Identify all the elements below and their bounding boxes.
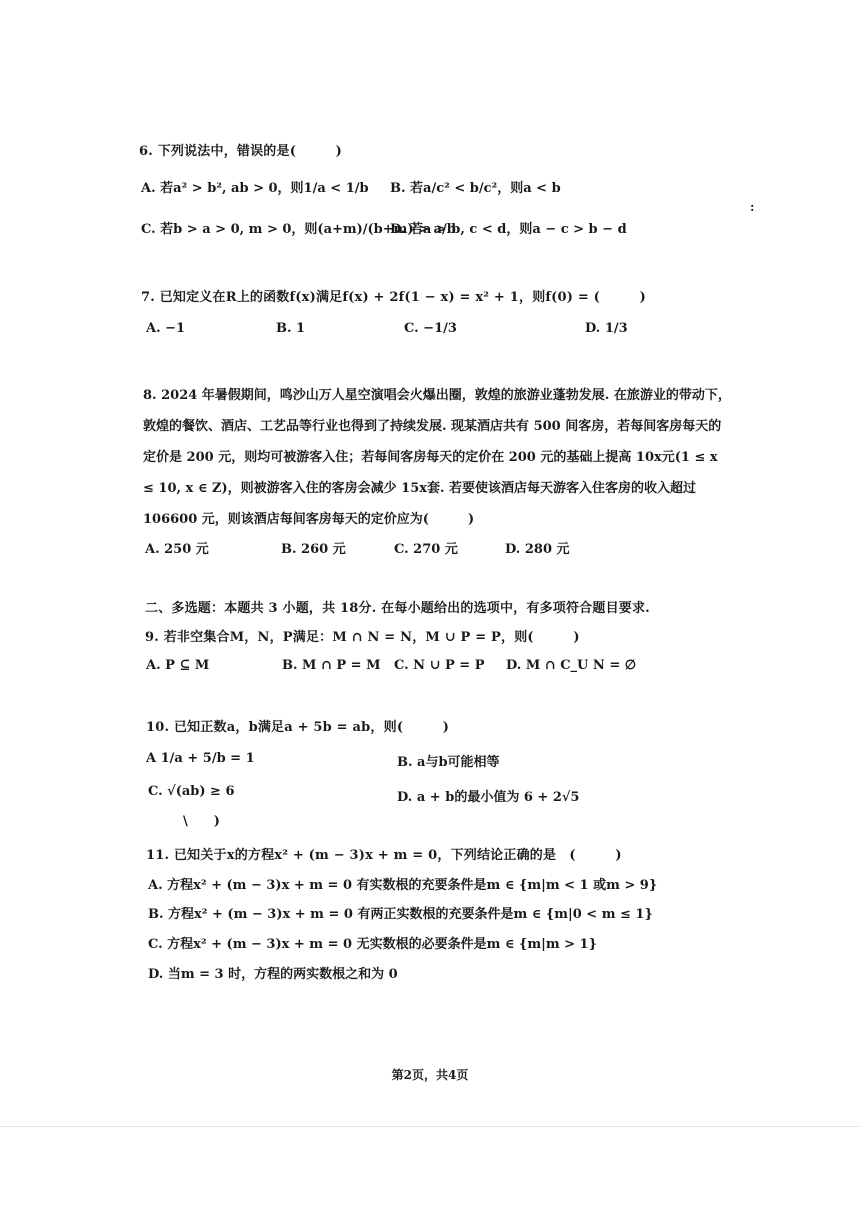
question-8-option-c: C. 270 元 [394,542,458,557]
question-6-option-d: D. 若a > b, c < d，则a − c > b − d [390,222,627,237]
question-11-stem: 11. 已知关于x的方程x² + (m − 3)x + m = 0，下列结论正确的是 ( ) [146,848,622,863]
question-9-option-c: C. N ∪ P = P [394,658,485,673]
question-11-option-d: D. 当m = 3 时，方程的两实数根之和为 0 [148,967,398,982]
question-7-option-b: B. 1 [276,321,306,336]
question-10-option-d: D. a + b的最小值为 6 + 2√5 [397,790,580,805]
question-10-stray-mark: \ ) [183,814,220,829]
question-6-option-b: B. 若a/c² < b/c²，则a < b [390,181,561,196]
question-10-option-a: A 1/a + 5/b = 1 [146,751,255,766]
question-6-stem: 6. 下列说法中，错误的是( ) [139,144,342,159]
question-8-option-a: A. 250 元 [145,542,209,557]
question-9-option-b: B. M ∩ P = M [282,658,381,673]
page-bottom-divider [0,1126,860,1127]
question-9-stem: 9. 若非空集合M，N，P满足：M ∩ N = N，M ∪ P = P，则( ) [145,630,580,645]
question-7-option-d: D. 1/3 [585,321,628,336]
question-11-option-c: C. 方程x² + (m − 3)x + m = 0 无实数根的必要条件是m ∈ {m|m > 1} [148,937,597,952]
question-8-option-b: B. 260 元 [281,542,346,557]
question-7-option-c: C. −1/3 [404,321,457,336]
question-11-option-b: B. 方程x² + (m − 3)x + m = 0 有两正实数根的充要条件是m ∈ {m|0 < m ≤ 1} [148,907,653,922]
question-9-option-d: D. M ∩ C_U N = ∅ [506,658,637,673]
page-number: 第2页，共4页 [391,1068,469,1082]
question-9-option-a: A. P ⊆ M [146,658,210,673]
section-2-heading: 二、多选题：本题共 3 小题，共 18分. 在每小题给出的选项中，有多项符合题目要求. [145,601,650,616]
question-8-stem: 8. 2024 年暑假期间，鸣沙山万人星空演唱会火爆出圈，敦煌的旅游业蓬勃发展. 在旅游业的带动下，敦煌的餐饮、酒店、工艺品等行业也得到了持续发展. 现某酒店共有 500 间客房，若每间客房每天的定价是 200 元，则均可被游客入住；若每间客房每天的定价在 200 元的基础上提高 10x元(1 ≤ x ≤ 10, x ∈ Z)，则被游客入住的客房会减少 15x套. 若要使该酒店每天游客入住客房的收入超过 106600 元，则该酒店每间客房每天的定价应为( ) [143,388,731,527]
question-7-stem: 7. 已知定义在R上的函数f(x)满足f(x) + 2f(1 − x) = x² + 1，则f(0) = ( ) [141,290,646,305]
question-6-option-a: A. 若a² > b², ab > 0，则1/a < 1/b [141,181,369,196]
question-11-option-a: A. 方程x² + (m − 3)x + m = 0 有实数根的充要条件是m ∈ {m|m < 1 或m > 9} [148,878,658,893]
question-8-option-d: D. 280 元 [505,542,570,557]
question-10-option-c: C. √(ab) ≥ 6 [148,784,235,799]
question-10-option-b: B. a与b可能相等 [397,755,500,770]
question-6-option-c: C. 若b > a > 0, m > 0，则(a+m)/(b+m) > a/b [141,222,456,237]
scan-speck: : [750,200,755,214]
question-10-stem: 10. 已知正数a，b满足a + 5b = ab，则( ) [146,720,450,735]
question-7-option-a: A. −1 [146,321,186,336]
